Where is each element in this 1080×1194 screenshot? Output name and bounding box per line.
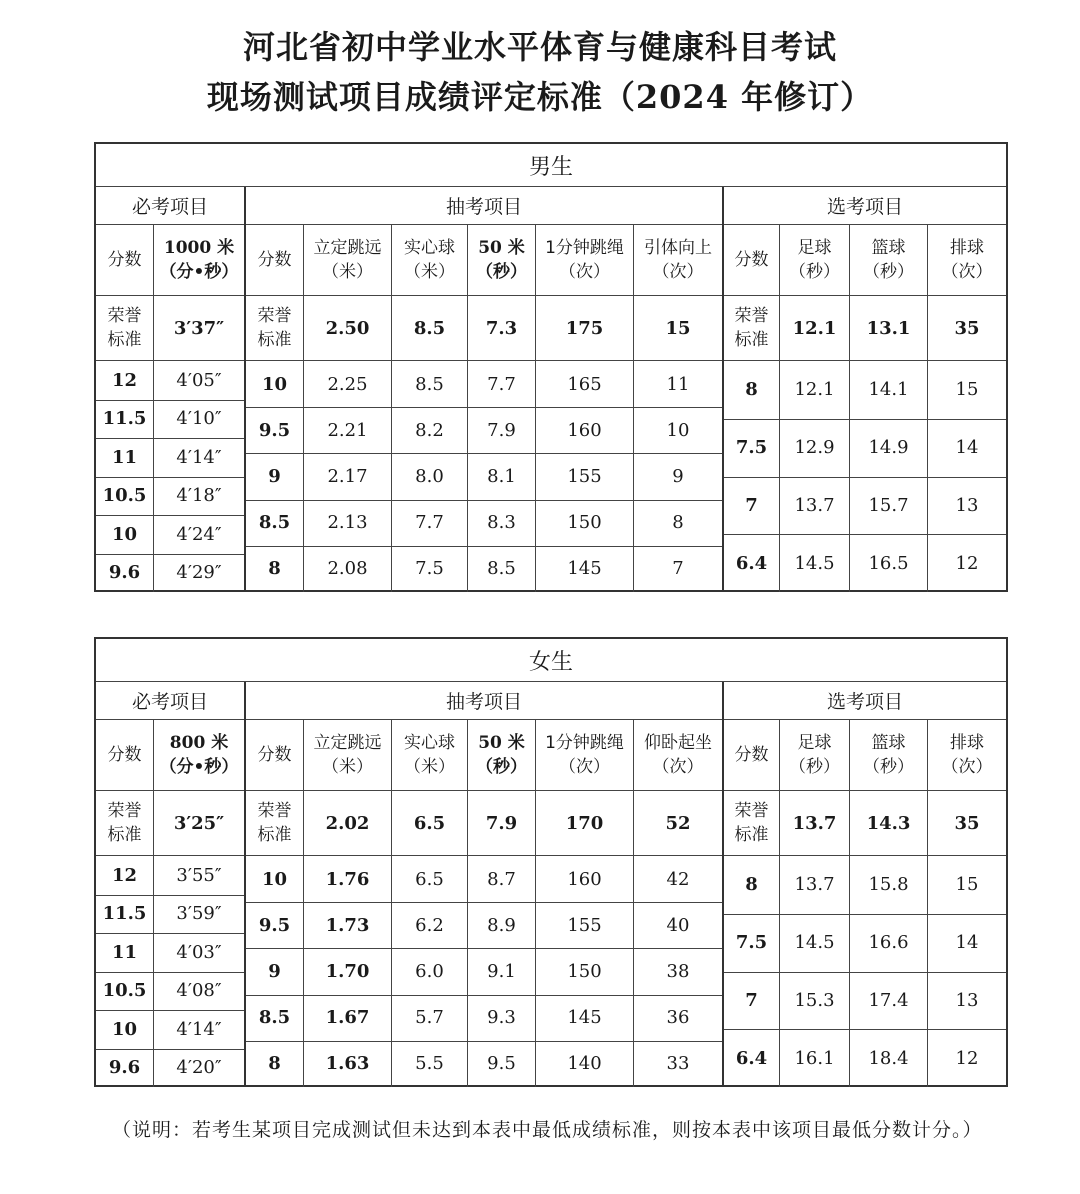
boys-drawn-honor-value: 175 [536, 296, 634, 360]
boys-drawn-row-value: 2.21 [304, 407, 392, 453]
girls-drawn-row-value: 40 [666, 914, 690, 936]
girls-elective-row-value: 14 [955, 932, 979, 954]
boys-elective-row [724, 419, 1006, 478]
girls-elective-row [724, 914, 1006, 973]
boys-required-event-header: 1000 米 （分•秒） [159, 238, 239, 282]
girls-drawn-section [246, 682, 724, 1085]
girls-elective-row-value: 14.5 [780, 914, 850, 972]
boys-drawn-honor-row [246, 296, 722, 361]
girls-drawn-honor-value: 6.5 [392, 791, 468, 855]
boys-required-row-score: 10.5 [96, 477, 154, 516]
girls-required-row-time: 4′14″ [176, 1018, 222, 1040]
girls-elective-score-header: 分数 [724, 720, 780, 790]
boys-drawn-row [246, 546, 722, 592]
girls-drawn-event-header: 1分钟跳绳 （次） [536, 720, 634, 790]
girls-required-row-score: 11 [96, 933, 154, 972]
boys-required-row-score: 11 [96, 438, 154, 477]
boys-elective-row [724, 534, 1006, 592]
boys-drawn-row [246, 407, 722, 454]
girls-required-honor-row [96, 791, 244, 856]
boys-drawn-row-value: 7.7 [392, 500, 468, 546]
boys-drawn-row-value: 2.17 [304, 453, 392, 499]
boys-required-section [96, 187, 246, 590]
boys-elective-row-value: 14.9 [850, 419, 928, 477]
girls-elective-header-row [724, 720, 1006, 791]
girls-drawn-honor-row [246, 791, 722, 856]
girls-drawn-row-value: 6.2 [392, 902, 468, 948]
girls-required-row [96, 856, 244, 896]
girls-elective-honor-value: 14.3 [850, 791, 928, 855]
girls-elective-event-header: 足球 （秒） [780, 720, 850, 790]
boys-drawn-row-value: 2.13 [304, 500, 392, 546]
boys-drawn-row-score: 9.5 [246, 407, 304, 453]
boys-drawn-heading: 抽考项目 [246, 187, 722, 225]
boys-drawn-row-value: 7.5 [392, 546, 468, 592]
girls-required-row-time: 3′59″ [176, 903, 222, 925]
boys-drawn-row-value: 8.0 [392, 453, 468, 499]
boys-drawn-honor-value: 8.5 [392, 296, 468, 360]
boys-elective-row-score: 6.4 [724, 534, 780, 592]
boys-elective-row [724, 477, 1006, 536]
boys-required-honor-row [96, 296, 244, 361]
boys-elective-heading: 选考项目 [724, 187, 1006, 225]
boys-required-row-score: 12 [96, 361, 154, 400]
boys-drawn-row-value: 8.1 [468, 453, 536, 499]
girls-required-row [96, 895, 244, 935]
girls-drawn-row-score: 9.5 [246, 902, 304, 948]
girls-drawn-row-score: 8 [246, 1041, 304, 1087]
girls-elective-section [724, 682, 1006, 1085]
boys-required-honor-value: 3′37″ [173, 317, 225, 339]
girls-elective-honor-value: 13.7 [780, 791, 850, 855]
boys-required-row [96, 400, 244, 440]
boys-drawn-row-value: 7 [672, 558, 684, 580]
girls-drawn-row-value: 6.5 [392, 856, 468, 902]
girls-required-row-time: 3′55″ [176, 864, 222, 886]
girls-elective-honor-row [724, 791, 1006, 856]
girls-elective-row-score: 8 [724, 856, 780, 914]
girls-elective-row-value: 12 [955, 1047, 979, 1069]
boys-drawn-row-value: 11 [666, 373, 690, 395]
boys-required-row-time: 4′18″ [176, 485, 222, 507]
girls-elective-row-value: 16.1 [780, 1029, 850, 1087]
boys-drawn-row-value: 150 [536, 500, 634, 546]
girls-required-row-score: 9.6 [96, 1049, 154, 1088]
girls-drawn-honor-value: 2.02 [304, 791, 392, 855]
boys-drawn-row-value: 8.2 [392, 407, 468, 453]
girls-drawn-row [246, 902, 722, 949]
girls-required-honor-label: 荣誉 标准 [96, 791, 154, 855]
girls-required-heading: 必考项目 [96, 682, 244, 720]
girls-elective-row-score: 7.5 [724, 914, 780, 972]
boys-drawn-row-score: 8 [246, 546, 304, 592]
boys-required-heading: 必考项目 [96, 187, 244, 225]
boys-required-row [96, 554, 244, 593]
girls-required-header-row [96, 720, 244, 791]
girls-elective-honor-value: 35 [954, 812, 980, 834]
girls-drawn-row-value: 1.76 [304, 856, 392, 902]
boys-elective-score-header: 分数 [724, 225, 780, 295]
boys-drawn-score-header: 分数 [246, 225, 304, 295]
girls-elective-row-value: 15 [955, 874, 979, 896]
girls-drawn-row-value: 140 [536, 1041, 634, 1087]
boys-required-row-score: 10 [96, 515, 154, 554]
boys-elective-row-value: 14.1 [850, 361, 928, 419]
girls-required-row [96, 933, 244, 973]
boys-drawn-row-value: 10 [666, 419, 690, 441]
boys-elective-honor-value: 13.1 [850, 296, 928, 360]
girls-drawn-honor-value: 7.9 [468, 791, 536, 855]
boys-elective-honor-label: 荣誉 标准 [724, 296, 780, 360]
boys-drawn-row-value: 8.3 [468, 500, 536, 546]
girls-elective-row [724, 856, 1006, 915]
boys-drawn-row-value: 165 [536, 361, 634, 407]
boys-drawn-honor-value: 7.3 [468, 296, 536, 360]
boys-elective-row-value: 13.7 [780, 477, 850, 535]
girls-required-event-header: 800 米 （分•秒） [159, 733, 239, 777]
boys-drawn-row-value: 2.08 [304, 546, 392, 592]
girls-drawn-row [246, 856, 722, 903]
girls-drawn-row-value: 9.3 [468, 995, 536, 1041]
girls-gender-heading: 女生 [96, 639, 1006, 682]
boys-required-row-score: 9.6 [96, 554, 154, 593]
girls-required-row-score: 10 [96, 1010, 154, 1049]
boys-drawn-row-value: 160 [536, 407, 634, 453]
girls-drawn-row-value: 1.67 [304, 995, 392, 1041]
boys-elective-row-score: 7 [724, 477, 780, 535]
boys-required-row-time: 4′14″ [176, 446, 222, 468]
boys-elective-honor-value: 35 [954, 317, 980, 339]
boys-elective-row-value: 15.7 [850, 477, 928, 535]
girls-drawn-row-value: 9.5 [468, 1041, 536, 1087]
girls-elective-row [724, 1029, 1006, 1087]
girls-required-row [96, 972, 244, 1012]
document-title-line-2: 现场测试项目成绩评定标准（2024 年修订） [206, 78, 874, 116]
girls-required-row-time: 4′03″ [176, 941, 222, 963]
girls-required-section [96, 682, 246, 1085]
boys-drawn-row-value: 9 [672, 465, 684, 487]
girls-elective-row-value: 13 [955, 989, 979, 1011]
girls-elective-row-score: 7 [724, 972, 780, 1030]
boys-drawn-row-value: 2.25 [304, 361, 392, 407]
boys-elective-row-value: 12 [955, 552, 979, 574]
boys-elective-section [724, 187, 1006, 590]
girls-drawn-honor-value: 170 [536, 791, 634, 855]
boys-required-score-header: 分数 [96, 225, 154, 295]
boys-drawn-row [246, 361, 722, 408]
girls-elective-row-value: 16.6 [850, 914, 928, 972]
boys-required-row-score: 11.5 [96, 400, 154, 439]
boys-required-row [96, 515, 244, 555]
boys-elective-row-value: 12.1 [780, 361, 850, 419]
boys-elective-row-value: 14.5 [780, 534, 850, 592]
girls-drawn-honor-value: 52 [665, 812, 691, 834]
boys-elective-row-value: 12.9 [780, 419, 850, 477]
girls-drawn-score-header: 分数 [246, 720, 304, 790]
girls-elective-heading: 选考项目 [724, 682, 1006, 720]
girls-drawn-row-score: 9 [246, 948, 304, 994]
boys-drawn-header-row [246, 225, 722, 296]
girls-drawn-row-value: 8.7 [468, 856, 536, 902]
boys-drawn-row-value: 7.7 [468, 361, 536, 407]
boys-drawn-grid [246, 225, 722, 590]
girls-drawn-heading: 抽考项目 [246, 682, 722, 720]
girls-required-row [96, 1049, 244, 1088]
boys-drawn-row-value: 8 [672, 512, 684, 534]
boys-drawn-honor-label: 荣誉 标准 [246, 296, 304, 360]
boys-elective-row-value: 13 [955, 494, 979, 516]
girls-elective-row-score: 6.4 [724, 1029, 780, 1087]
girls-drawn-row-value: 5.5 [392, 1041, 468, 1087]
boys-required-row-time: 4′24″ [176, 523, 222, 545]
girls-required-row-score: 10.5 [96, 972, 154, 1011]
boys-drawn-row-value: 145 [536, 546, 634, 592]
girls-elective-row-value: 15.8 [850, 856, 928, 914]
girls-drawn-event-header: 50 米 （秒） [468, 720, 536, 790]
girls-drawn-honor-label: 荣誉 标准 [246, 791, 304, 855]
girls-drawn-row-value: 160 [536, 856, 634, 902]
boys-drawn-row-score: 9 [246, 453, 304, 499]
boys-drawn-row-score: 10 [246, 361, 304, 407]
girls-required-score-header: 分数 [96, 720, 154, 790]
girls-elective-row-value: 13.7 [780, 856, 850, 914]
boys-required-row [96, 438, 244, 478]
boys-elective-grid [724, 225, 1006, 590]
girls-required-row-time: 4′08″ [176, 980, 222, 1002]
boys-required-row [96, 361, 244, 401]
girls-drawn-event-header: 实心球 （米） [392, 720, 468, 790]
girls-drawn-row-value: 38 [666, 960, 690, 982]
girls-drawn-row-value: 1.70 [304, 948, 392, 994]
girls-drawn-header-row [246, 720, 722, 791]
boys-elective-row-score: 7.5 [724, 419, 780, 477]
girls-drawn-row-value: 1.73 [304, 902, 392, 948]
boys-elective-row-value: 14 [955, 437, 979, 459]
boys-elective-row-value: 15 [955, 379, 979, 401]
boys-elective-event-header: 排球 （次） [941, 238, 993, 282]
boys-required-row-time: 4′05″ [176, 369, 222, 391]
boys-standards-table [94, 142, 1008, 592]
girls-elective-row-value: 17.4 [850, 972, 928, 1030]
boys-drawn-event-header: 实心球 （米） [392, 225, 468, 295]
boys-elective-event-header: 篮球 （秒） [850, 225, 928, 295]
explanatory-note: （说明：若考生某项目完成测试但未达到本表中最低成绩标准，则按本表中该项目最低分数计分。） [112, 1119, 983, 1141]
girls-drawn-row-value: 150 [536, 948, 634, 994]
girls-elective-event-header: 排球 （次） [941, 733, 993, 777]
boys-drawn-row [246, 453, 722, 500]
boys-elective-honor-value: 12.1 [780, 296, 850, 360]
girls-drawn-row-value: 9.1 [468, 948, 536, 994]
girls-required-row-score: 11.5 [96, 895, 154, 934]
girls-drawn-row-value: 5.7 [392, 995, 468, 1041]
boys-elective-row-score: 8 [724, 361, 780, 419]
girls-required-honor-value: 3′25″ [173, 812, 225, 834]
boys-elective-row-value: 16.5 [850, 534, 928, 592]
girls-elective-event-header: 篮球 （秒） [850, 720, 928, 790]
girls-standards-table [94, 637, 1008, 1087]
boys-drawn-honor-value: 15 [665, 317, 691, 339]
girls-elective-honor-label: 荣誉 标准 [724, 791, 780, 855]
girls-drawn-row-value: 155 [536, 902, 634, 948]
boys-required-header-row [96, 225, 244, 296]
girls-drawn-row [246, 1041, 722, 1087]
boys-drawn-row-value: 7.9 [468, 407, 536, 453]
document-title-line-1: 河北省初中学业水平体育与健康科目考试 [242, 28, 837, 66]
boys-drawn-event-header: 1分钟跳绳 （次） [536, 225, 634, 295]
boys-drawn-row-value: 155 [536, 453, 634, 499]
boys-required-honor-label: 荣誉 标准 [96, 296, 154, 360]
girls-required-row-time: 4′20″ [176, 1057, 222, 1079]
girls-elective-row-value: 18.4 [850, 1029, 928, 1087]
girls-drawn-row-value: 6.0 [392, 948, 468, 994]
girls-drawn-grid [246, 720, 722, 1085]
girls-elective-row [724, 972, 1006, 1031]
boys-drawn-row-value: 8.5 [392, 361, 468, 407]
boys-drawn-event-header: 引体向上 （次） [644, 238, 712, 282]
girls-drawn-row [246, 948, 722, 995]
boys-drawn-row [246, 500, 722, 547]
girls-drawn-row-value: 42 [666, 868, 690, 890]
boys-drawn-row-score: 8.5 [246, 500, 304, 546]
girls-elective-row-value: 15.3 [780, 972, 850, 1030]
boys-drawn-event-header: 50 米 （秒） [468, 225, 536, 295]
girls-drawn-row-value: 36 [666, 1007, 690, 1029]
girls-drawn-row-score: 10 [246, 856, 304, 902]
boys-elective-event-header: 足球 （秒） [780, 225, 850, 295]
boys-drawn-row-value: 8.5 [468, 546, 536, 592]
girls-drawn-event-header: 立定跳远 （米） [304, 720, 392, 790]
girls-drawn-row-value: 8.9 [468, 902, 536, 948]
girls-drawn-row-score: 8.5 [246, 995, 304, 1041]
boys-drawn-section [246, 187, 724, 590]
boys-elective-row [724, 361, 1006, 420]
boys-drawn-honor-value: 2.50 [304, 296, 392, 360]
boys-required-grid [96, 225, 244, 590]
girls-required-row [96, 1010, 244, 1050]
girls-required-grid [96, 720, 244, 1085]
boys-required-row [96, 477, 244, 517]
boys-elective-header-row [724, 225, 1006, 296]
girls-drawn-row-value: 33 [666, 1053, 690, 1075]
girls-drawn-row [246, 995, 722, 1042]
boys-required-row-time: 4′29″ [176, 562, 222, 584]
boys-elective-honor-row [724, 296, 1006, 361]
boys-drawn-event-header: 立定跳远 （米） [304, 225, 392, 295]
boys-required-row-time: 4′10″ [176, 408, 222, 430]
girls-drawn-row-value: 1.63 [304, 1041, 392, 1087]
boys-gender-heading: 男生 [96, 144, 1006, 187]
girls-drawn-row-value: 145 [536, 995, 634, 1041]
girls-required-row-score: 12 [96, 856, 154, 895]
girls-drawn-event-header: 仰卧起坐 （次） [644, 733, 712, 777]
girls-elective-grid [724, 720, 1006, 1085]
